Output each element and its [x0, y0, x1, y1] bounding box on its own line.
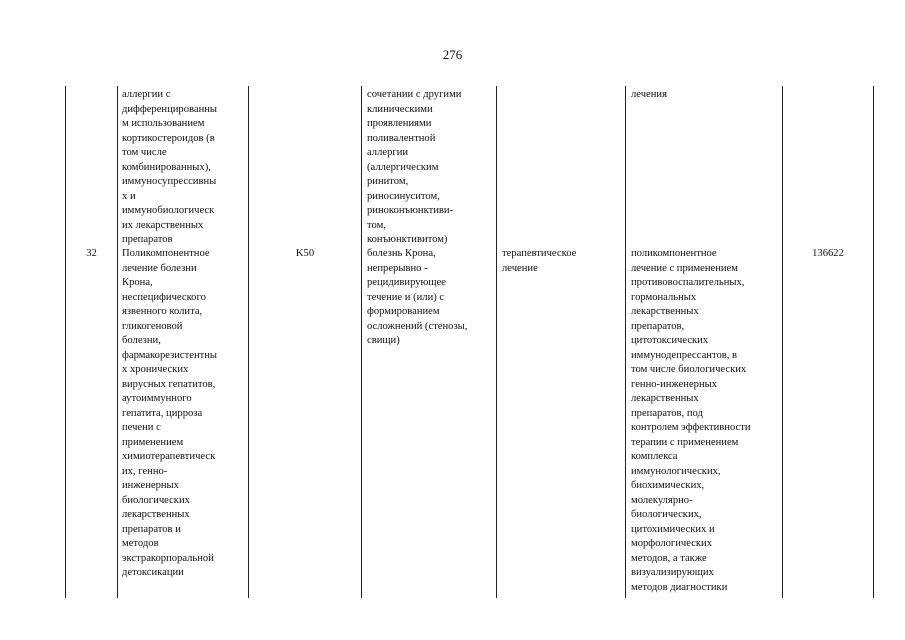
model-continued-cell: сочетании с другими клиническими проявлениями поливалентной аллергии (аллергическим ринитом, риносинуситом, риноконъюнктиви- том, конъюнктивитом) — [367, 89, 462, 245]
method-cell: поликомпонентное лечение с применением противовоспалительных, гормональных лекарственных препаратов, цитотоксических иммунодепрессантов, в том числе биологических генно-инженерных лекарственных препаратов, под контролем эффективности терапии с применением комплекса иммунологических, биохимических, молекулярно- биологических, цитохимических и морфологических методов, а также визуализирующих методов диагностики — [631, 248, 751, 593]
treatment-type-cell: терапевтическое лечение — [502, 248, 577, 274]
column-divider — [248, 86, 249, 598]
description-cell: Поликомпонентное лечение болезни Крона, неспецифического язвенного колита, гликогеновой болезни, фармакорезистентны х хронических вирусных гепатитов, аутоиммунного гепатита, цирроза печени с применением химиотерапевтическ их, генно- инженерных биологических лекарственных препаратов и методов экстракорпоральной детоксикации — [122, 248, 218, 578]
cost-cell: 136622 — [812, 248, 844, 259]
method-continued-cell: лечения — [631, 89, 667, 100]
column-divider — [361, 86, 362, 598]
icd-code-cell: K50 — [295, 248, 315, 259]
table-border-left — [65, 86, 66, 598]
column-divider — [496, 86, 497, 598]
column-divider — [117, 86, 118, 598]
column-divider — [782, 86, 783, 598]
row-number-cell: 32 — [86, 248, 97, 259]
column-divider — [625, 86, 626, 598]
description-continued-cell: аллергии с дифференцированны м использованием кортикостероидов (в том числе комбинированных), иммуносупрессивны х и иммунобиологическ их лекарственных препаратов — [122, 89, 218, 245]
table-border-right — [873, 86, 874, 598]
model-cell: болезнь Крона, непрерывно - рецидивирующее течение и (или) с формированием осложнений (стенозы, свищи) — [367, 248, 468, 346]
page-number: 276 — [442, 47, 463, 62]
